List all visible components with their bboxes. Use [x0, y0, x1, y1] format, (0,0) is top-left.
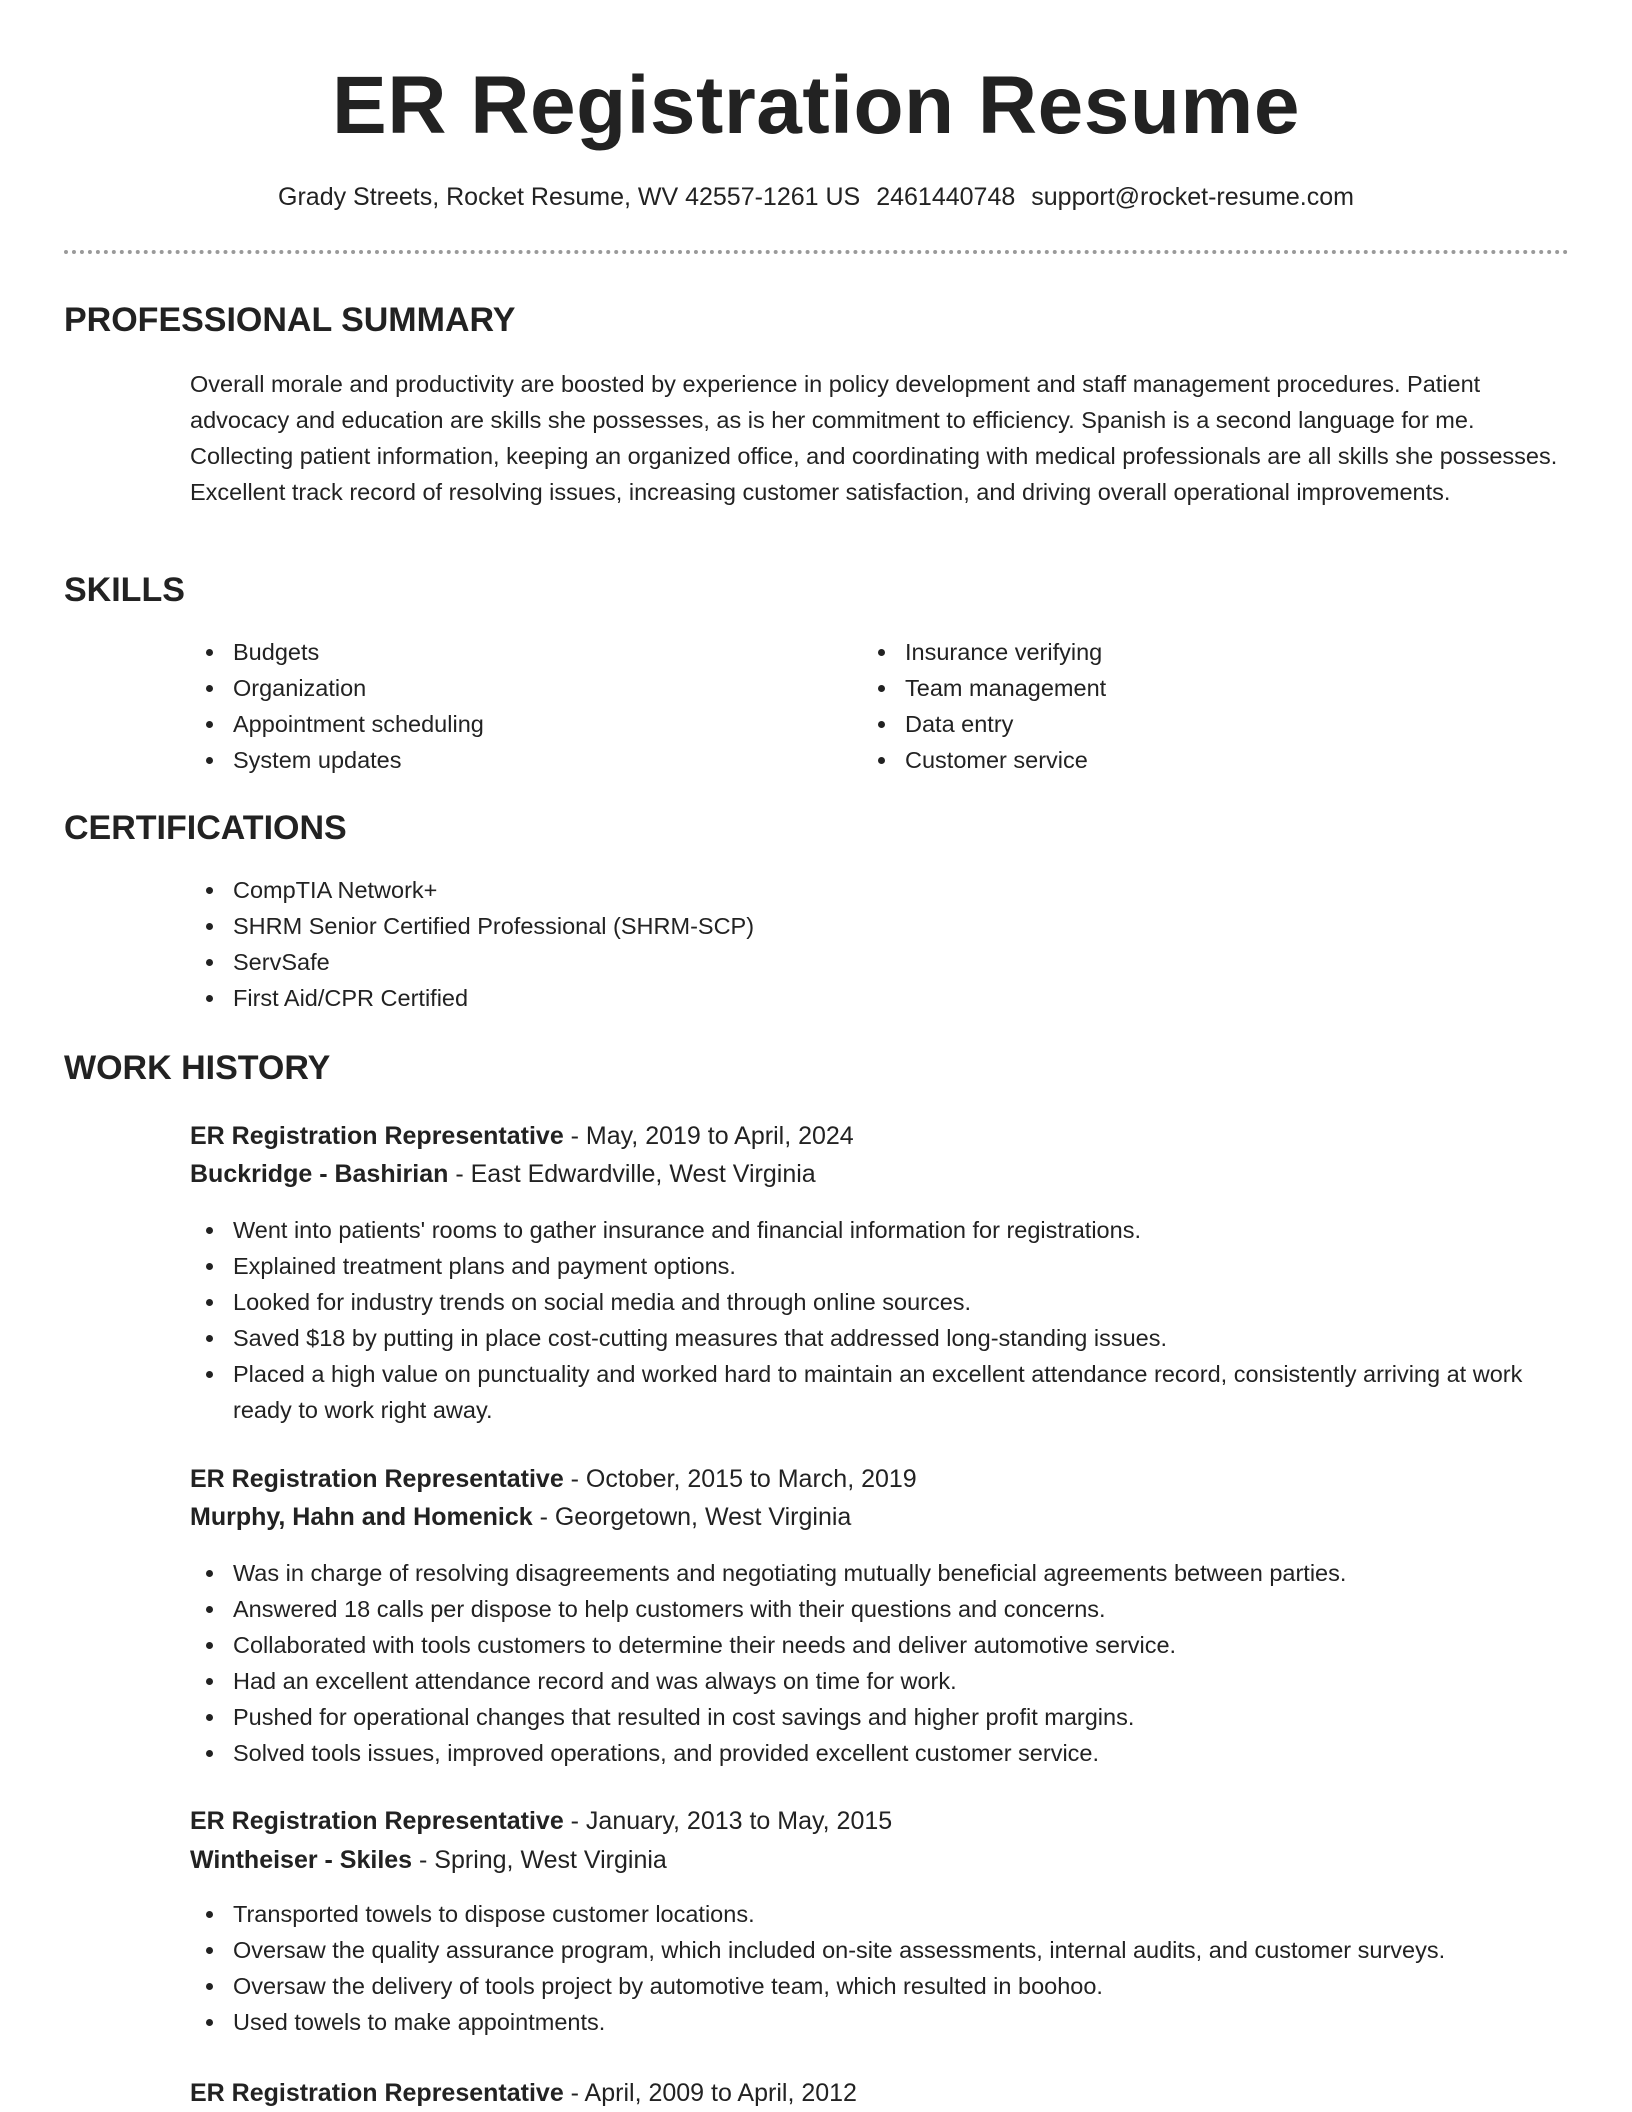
- work-history-heading: WORK HISTORY: [64, 1049, 331, 1087]
- resume-title: ER Registration Resume: [332, 60, 1300, 151]
- skill-item: Appointment scheduling: [190, 706, 830, 742]
- contact-line: [0, 180, 1632, 214]
- job-company: Wintheiser - Skiles: [190, 1846, 413, 1874]
- skill-item: Budgets: [190, 634, 830, 670]
- job-title-line: [190, 1802, 892, 1840]
- job-bullet: Transported towels to dispose customer locations.: [190, 1896, 1570, 1932]
- skill-item: Data entry: [862, 706, 1502, 742]
- skill-item: Team management: [862, 670, 1502, 706]
- certifications-list: [190, 872, 1570, 1016]
- skills-heading: SKILLS: [64, 571, 185, 609]
- job-role: ER Registration Representative: [190, 1122, 564, 1150]
- certification-item: CompTIA Network+: [190, 872, 1570, 908]
- job-role: ER Registration Representative: [190, 2079, 564, 2107]
- summary-text: Overall morale and productivity are boosted by experience in policy development and staff management procedures. Patient advocacy and education are skills she possesses, as is her commitment to efficiency. Spanish is a second language for me. Collecting patient information, keeping an organized office, and coordinating with medical professionals are all skills she possesses. Excellent track record of resolving issues, increasing customer satisfaction, and driving overall operational improvements.: [190, 371, 1558, 505]
- contact-email: support@rocket-resume.com: [1031, 183, 1354, 211]
- job-dates: - January, 2013 to May, 2015: [563, 1807, 893, 1835]
- job-bullet: Oversaw the delivery of tools project by automotive team, which resulted in boohoo.: [190, 1968, 1570, 2004]
- job-bullet: Had an excellent attendance record and was always on time for work.: [190, 1663, 1570, 1699]
- header-divider: [64, 250, 1569, 254]
- job-bullet: Was in charge of resolving disagreements and negotiating mutually beneficial agreements between parties.: [190, 1555, 1570, 1591]
- job-bullet: Looked for industry trends on social media and through online sources.: [190, 1284, 1570, 1320]
- job-role: ER Registration Representative: [190, 1465, 564, 1493]
- skills-list-left: [190, 634, 830, 778]
- job-company-line: [190, 1155, 816, 1193]
- job-dates: - May, 2019 to April, 2024: [563, 1122, 854, 1150]
- skill-item: Customer service: [862, 742, 1502, 778]
- job-location: - Spring, West Virginia: [412, 1846, 667, 1874]
- skill-item: Insurance verifying: [862, 634, 1502, 670]
- job-company: Buckridge - Bashirian: [190, 1160, 449, 1188]
- summary-heading: PROFESSIONAL SUMMARY: [64, 301, 516, 339]
- job-dates: - October, 2015 to March, 2019: [563, 1465, 917, 1493]
- job-bullet: Went into patients' rooms to gather insurance and financial information for registrations.: [190, 1212, 1570, 1248]
- job-bullets: [190, 1212, 1570, 1428]
- certification-item: SHRM Senior Certified Professional (SHRM-SCP): [190, 908, 1570, 944]
- job-bullets: [190, 1896, 1570, 2040]
- job-bullets: [190, 1555, 1570, 1771]
- job-company-line: [190, 1498, 851, 1536]
- job-bullet: Pushed for operational changes that resulted in cost savings and higher profit margins.: [190, 1699, 1570, 1735]
- contact-address: Grady Streets, Rocket Resume, WV 42557-1261 US: [278, 183, 861, 211]
- job-location: - East Edwardville, West Virginia: [448, 1160, 816, 1188]
- skill-item: System updates: [190, 742, 830, 778]
- job-title-line: [190, 1460, 917, 1498]
- certifications-heading: CERTIFICATIONS: [64, 809, 347, 847]
- job-bullet: Oversaw the quality assurance program, which included on-site assessments, internal audits, and customer surveys.: [190, 1932, 1570, 1968]
- job-location: - Georgetown, West Virginia: [532, 1503, 852, 1531]
- job-title-line: [190, 1117, 854, 1155]
- job-company-line: [190, 1841, 667, 1879]
- certification-item: ServSafe: [190, 944, 1570, 980]
- job-title-line: [190, 2074, 857, 2112]
- contact-phone: 2461440748: [876, 183, 1016, 211]
- job-dates: - April, 2009 to April, 2012: [563, 2079, 857, 2107]
- job-role: ER Registration Representative: [190, 1807, 564, 1835]
- job-bullet: Saved $18 by putting in place cost-cutting measures that addressed long-standing issues.: [190, 1320, 1570, 1356]
- job-bullet: Answered 18 calls per dispose to help customers with their questions and concerns.: [190, 1591, 1570, 1627]
- job-bullet: Solved tools issues, improved operations, and provided excellent customer service.: [190, 1735, 1570, 1771]
- skills-list-right: [862, 634, 1502, 778]
- job-bullet: Placed a high value on punctuality and worked hard to maintain an excellent attendance record, consistently arriving at work ready to work right away.: [190, 1356, 1570, 1428]
- certification-item: First Aid/CPR Certified: [190, 980, 1570, 1016]
- job-bullet: Explained treatment plans and payment options.: [190, 1248, 1570, 1284]
- skill-item: Organization: [190, 670, 830, 706]
- job-bullet: Used towels to make appointments.: [190, 2004, 1570, 2040]
- job-company: Murphy, Hahn and Homenick: [190, 1503, 533, 1531]
- job-bullet: Collaborated with tools customers to determine their needs and deliver automotive service.: [190, 1627, 1570, 1663]
